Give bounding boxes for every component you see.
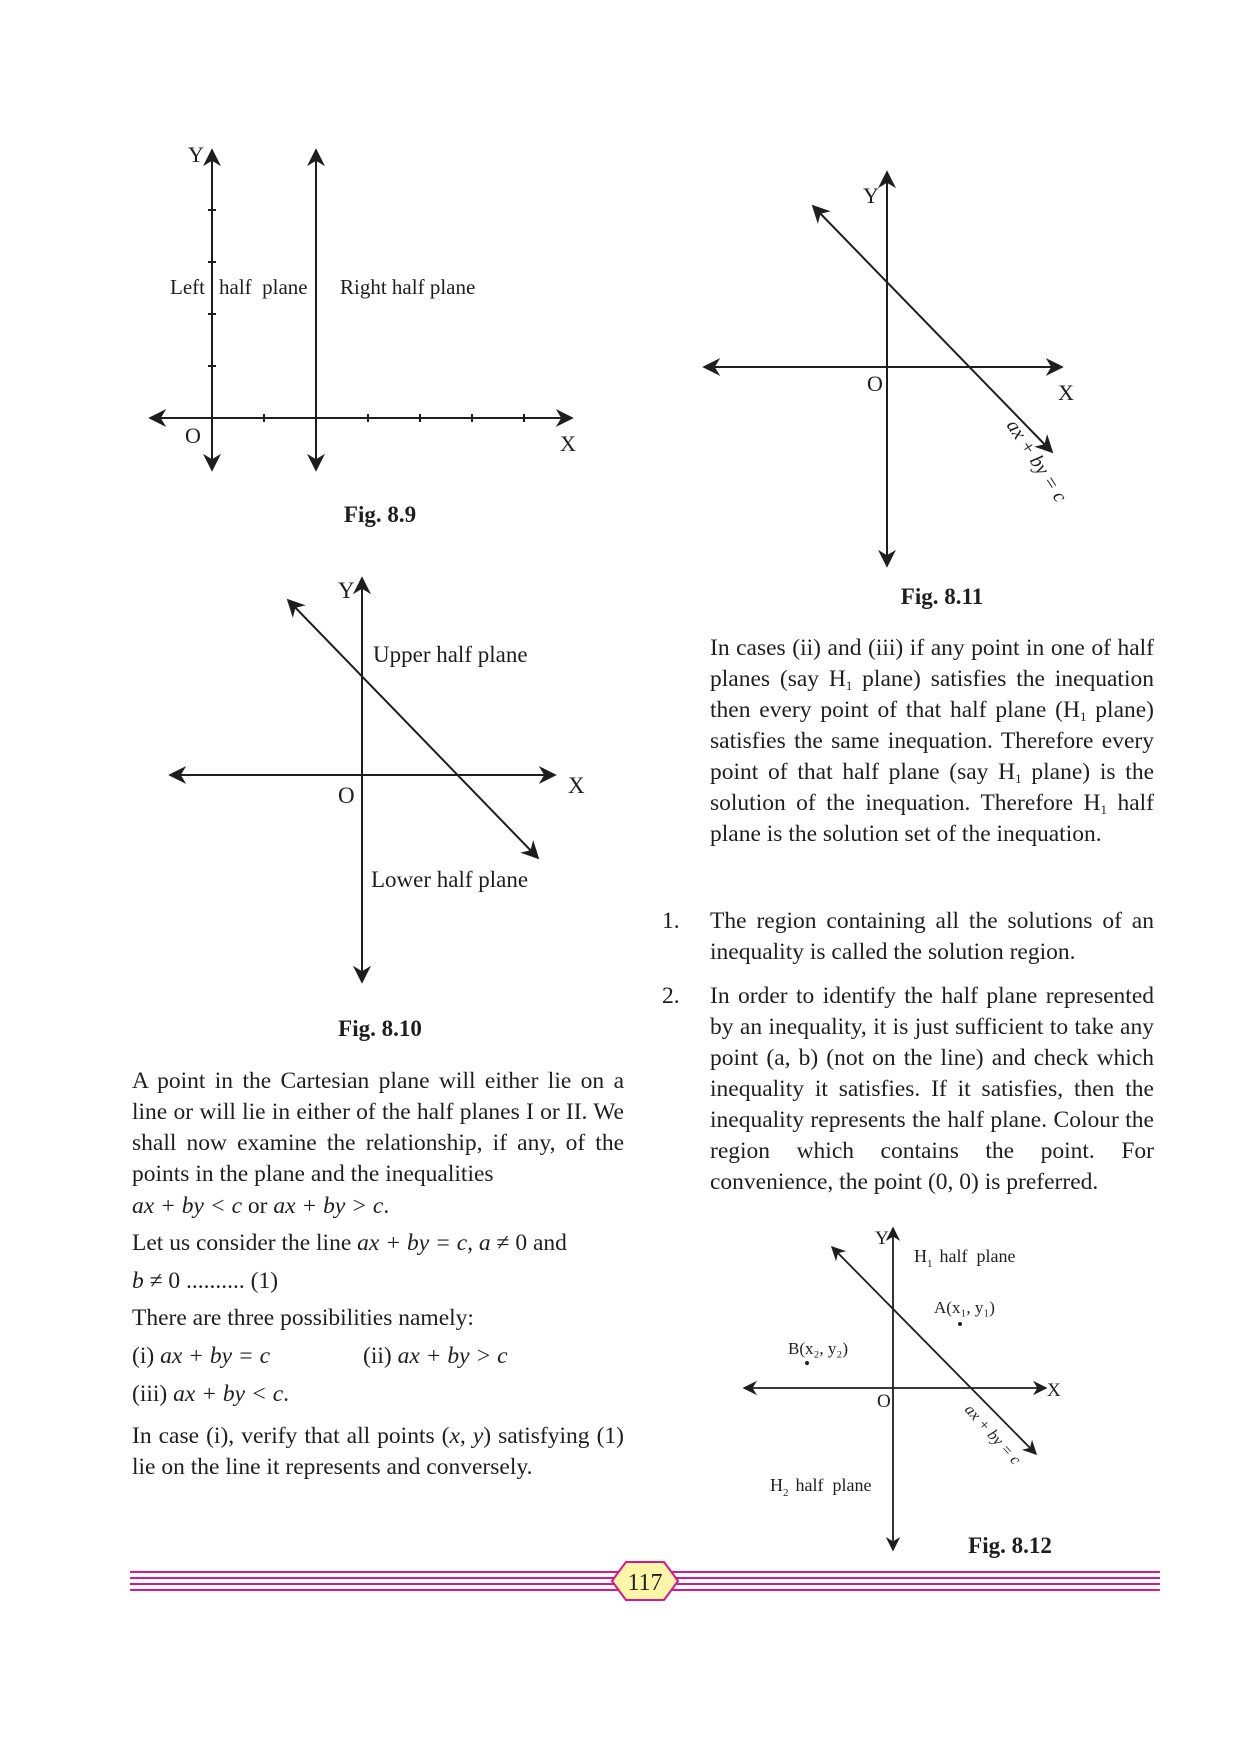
figure-8-11-caption: Fig. 8.11 bbox=[900, 584, 984, 609]
origin-label: O bbox=[338, 783, 355, 808]
point-a-dot bbox=[958, 1322, 962, 1326]
left-half-plane-label-a: Left bbox=[170, 275, 205, 299]
half-plane-solution-paragraph: In cases (ii) and (iii) if any point in one of half planes (say $H_1$ plane) satisfies the inequation then every point of that half plane ($H_1$ plane) satisfies the same inequation. Therefore every point of that half plane (say $H_1$ plane) is the solution of the inequation. Therefore $H_1$ half plane is the solution set of the inequation. bbox=[710, 635, 1155, 847]
list-item-2-text: In order to identify the half plane represented by an inequality, it is just sufficient to take any point (a, b) (not on the line) and check which inequality it satisfies. If it satisfies, then the inequality represents the half plane. Colour the region which contains the point. For convenience, the point (0, 0) is preferred. bbox=[710, 983, 1154, 1195]
figure-8-12 bbox=[740, 1220, 1120, 1560]
line-equation-label: ax + by = c bbox=[1001, 415, 1072, 507]
line-equation-label: ax + by = c bbox=[961, 1401, 1024, 1469]
point-b-dot bbox=[805, 1361, 809, 1365]
case-1: (i) ax + by = c bbox=[132, 1343, 271, 1369]
figure-8-10 bbox=[160, 570, 600, 990]
figure-8-12-caption: Fig. 8.12 bbox=[968, 1533, 1052, 1558]
upper-half-plane-label: Upper half plane bbox=[373, 642, 528, 667]
boundary-line bbox=[832, 1247, 1036, 1454]
y-axis-label: Y bbox=[875, 1228, 889, 1249]
origin-label: O bbox=[877, 1391, 891, 1412]
h2-half-plane-label: $H_2$ half plane bbox=[770, 1475, 872, 1499]
list-item-2-number: 2. bbox=[662, 983, 680, 1009]
case-2: (ii) ax + by > c bbox=[363, 1343, 508, 1369]
x-axis-label: X bbox=[568, 773, 585, 798]
list-item-1-number: 1. bbox=[662, 908, 680, 934]
three-possibilities-line: There are three possibilities namely: bbox=[132, 1305, 474, 1331]
consider-line: Let us consider the line ax + by = c, a ≠ 0 and bbox=[132, 1230, 567, 1256]
point-a-label: A(x₁, y₁) bbox=[934, 1298, 995, 1317]
origin-label: O bbox=[867, 371, 883, 396]
equation-1-line: b ≠ 0 .......... (1) bbox=[132, 1268, 279, 1294]
figure-8-9-caption: Fig. 8.9 bbox=[343, 502, 417, 527]
figure-8-11 bbox=[700, 160, 1120, 580]
origin-label: O bbox=[185, 423, 201, 448]
x-axis-label: X bbox=[1058, 380, 1074, 405]
y-axis-label: Y bbox=[338, 578, 355, 603]
point-b-label: B(x₂, y₂) bbox=[788, 1339, 849, 1358]
h1-half-plane-label: $H_1$ half plane bbox=[914, 1246, 1016, 1270]
lower-half-plane-label: Lower half plane bbox=[371, 867, 529, 892]
y-axis-label: Y bbox=[188, 142, 204, 167]
figure-8-10-caption: Fig. 8.10 bbox=[338, 1016, 422, 1041]
cartesian-point-paragraph: A point in the Cartesian plane will either lie on a line or will lie in either of the half planes I or II. We shall now examine the relationship, if any, of the points in the plane and the inequalities bbox=[132, 1068, 624, 1187]
verify-paragraph: In case (i), verify that all points (x, y) satisfying (1) lie on the line it represents and conversely. bbox=[132, 1423, 624, 1480]
boundary-line bbox=[813, 206, 1052, 452]
list-item-1-text: The region containing all the solutions of an inequality is called the solution region. bbox=[710, 908, 1154, 965]
page-footer bbox=[130, 1560, 1160, 1606]
right-half-plane-label: Right half plane bbox=[340, 275, 476, 299]
page-number: 117 bbox=[627, 1570, 663, 1596]
y-axis-label: Y bbox=[863, 183, 879, 208]
figure-8-9 bbox=[140, 140, 600, 470]
inequalities-line: ax + by < c or ax + by > c. bbox=[132, 1193, 390, 1219]
case-3: (iii) ax + by < c. bbox=[132, 1381, 290, 1407]
x-axis-label: X bbox=[560, 431, 576, 456]
left-half-plane-label-b: half plane bbox=[219, 275, 308, 299]
x-axis-label: X bbox=[1047, 1380, 1061, 1401]
boundary-line bbox=[288, 600, 538, 858]
